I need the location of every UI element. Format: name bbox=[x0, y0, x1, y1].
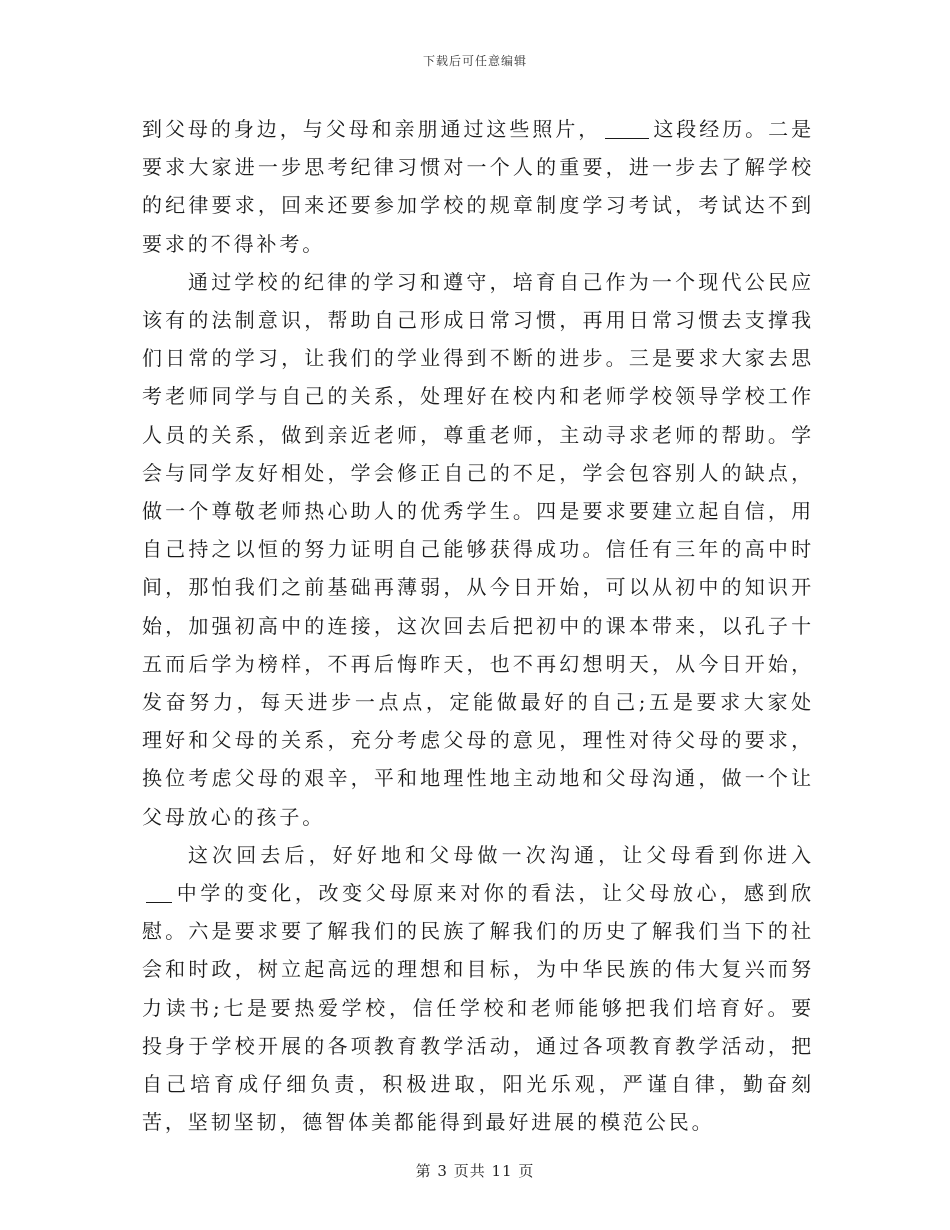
document-body bbox=[142, 110, 814, 1141]
page-number: 第 3 页共 11 页 bbox=[415, 1162, 535, 1180]
paragraph-3-end: 中学的变化，改变父母原来对你的看法，让父母放心，感到欣慰。六是要求要了解我们的民族了解我们的历史了解我们当下的社会和时政，树立起高远的理想和目标，为中华民族的伟大复兴而努力读书;七是要热爱学校，信任学校和老师能够把我们培育好。要投身于学校开展的各项教育教学活动，通过各项教育教学活动，把自己培育成仔细负责，积极进取，阳光乐观，严谨自律，勤奋刻苦，坚韧坚韧，德智体美都能得到最好进展的模范公民。 bbox=[142, 881, 814, 1135]
fill-in-blank bbox=[605, 118, 649, 139]
paragraph-2: 通过学校的纪律的学习和遵守，培育自己作为一个现代公民应该有的法制意识，帮助自己形成日常习惯，再用日常习惯去支撑我们日常的学习，让我们的学业得到不断的进步。三是要求大家去思考老师同学与自己的关系，处理好在校内和老师学校领导学校工作人员的关系，做到亲近老师，尊重老师，主动寻求老师的帮助。学会与同学友好相处，学会修正自己的不足，学会包容别人的缺点，做一个尊敬老师热心助人的优秀学生。四是要求要建立起自信，用自己持之以恒的努力证明自己能够获得成功。信任有三年的高中时间，那怕我们之前基础再薄弱，从今日开始，可以从初中的知识开始，加强初高中的连接，这次回去后把初中的课本带来，以孔子十五而后学为榜样，不再后悔昨天，也不再幻想明天，从今日开始，发奋努力，每天进步一点点，定能做最好的自己;五是要求大家处理好和父母的关系，充分考虑父母的意见，理性对待父母的要求，换位考虑父母的艰辛，平和地理性地主动地和父母沟通，做一个让父母放心的孩子。 bbox=[142, 269, 814, 829]
header-note: 下载后可任意编辑 bbox=[422, 54, 527, 68]
paragraph-3-start: 这次回去后，好好地和父母做一次沟通，让父母看到你进入 bbox=[188, 842, 814, 867]
paragraph-3 bbox=[142, 836, 814, 1142]
paragraph-1 bbox=[142, 110, 814, 263]
paragraph-1-end: 这段经历。二是要求大家进一步思考纪律习惯对一个人的重要，进一步去了解学校的纪律要求，回来还要参加学校的规章制度学习考试，考试达不到要求的不得补考。 bbox=[142, 117, 814, 256]
paragraph-1-start: 到父母的身边，与父母和亲朋通过这些照片， bbox=[142, 117, 602, 141]
fill-in-blank bbox=[146, 882, 172, 903]
